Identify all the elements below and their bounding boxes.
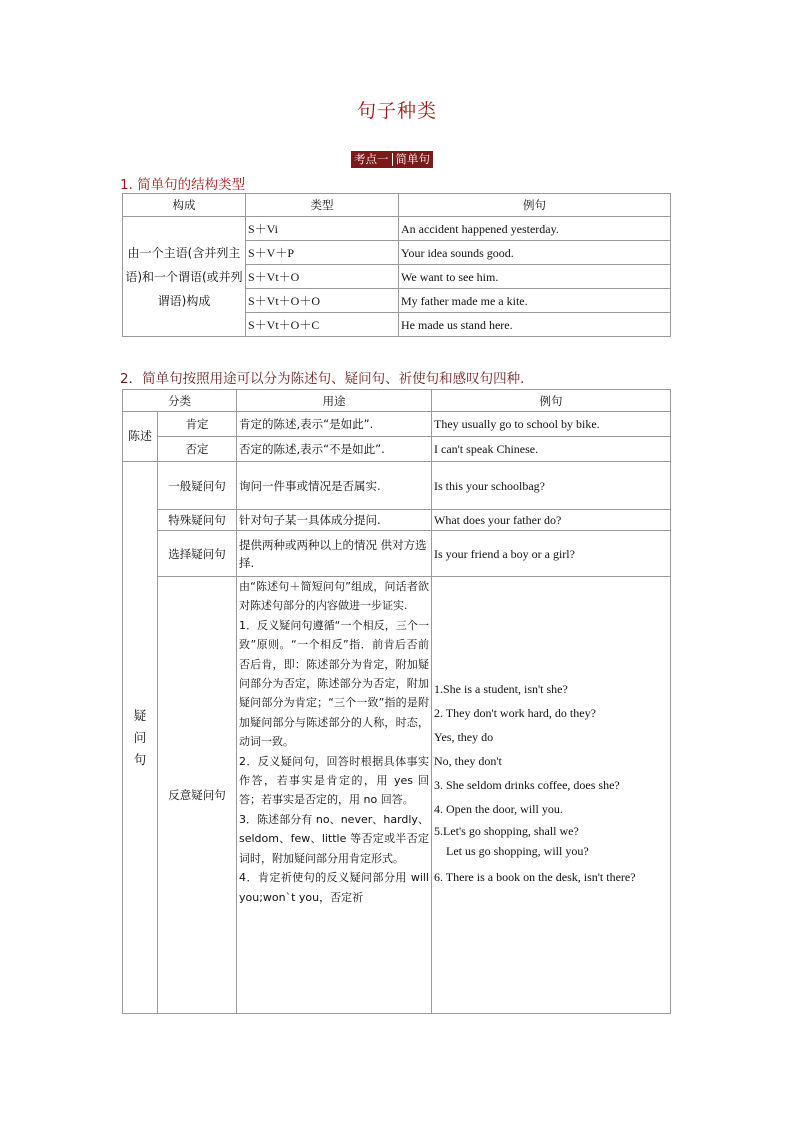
use-paragraph: 由“陈述句＋简短问句”组成，问话者欲对陈述句部分的内容做进一步证实.: [239, 580, 429, 613]
example-cell: Is this your schoolbag?: [432, 462, 671, 510]
type-cell: 否定: [158, 437, 237, 462]
example-cell: He made us stand here.: [399, 313, 671, 337]
example-cell: My father made me a kite.: [399, 289, 671, 313]
example-line: 1.She is a student, isn't she?: [434, 682, 568, 696]
table-row: [123, 437, 671, 462]
table-row: [123, 510, 671, 531]
header-cell: 例句: [399, 194, 671, 217]
example-cell: What does your father do?: [432, 510, 671, 531]
table-row: [123, 217, 671, 241]
use-cell: 肯定的陈述,表示“是如此”.: [237, 412, 432, 437]
example-cell: We want to see him.: [399, 265, 671, 289]
header-cell: 类型: [246, 194, 399, 217]
example-line: 4. Open the door, will you.: [434, 802, 563, 816]
header-cell: 例句: [432, 390, 671, 412]
topic-badge: [351, 151, 433, 168]
use-cell: 提供两种或两种以上的情况 供对方选择.: [237, 531, 432, 577]
type-cell: 选择疑问句: [158, 531, 237, 577]
example-cell: Is your friend a boy or a girl?: [432, 531, 671, 577]
badge-separator: [392, 153, 393, 166]
table-header-row: [123, 194, 671, 217]
type-cell: 反意疑问句: [158, 577, 237, 1014]
type-cell: 肯定: [158, 412, 237, 437]
example-cell: They usually go to school by bike.: [432, 412, 671, 437]
use-paragraph: 2．反义疑问句，回答时根据具体事实作答，若事实是肯定的，用 yes 回答；若事实是否定的，用 no 回答。: [239, 754, 429, 807]
type-cell: S＋Vt＋O＋C: [246, 313, 399, 337]
example-line: Yes, they do: [434, 730, 494, 744]
type-cell: 特殊疑问句: [158, 510, 237, 531]
tag-question-example-cell: [432, 577, 671, 1014]
example-line: 5.Let's go shopping, shall we?: [434, 824, 579, 838]
type-cell: S＋Vi: [246, 217, 399, 241]
use-paragraph: 3．陈述部分有 no、never、hardly、seldom、few、little 等否定或半否定词时，附加疑问部分用肯定形式。: [239, 812, 429, 865]
example-cell: I can't speak Chinese.: [432, 437, 671, 462]
table-row: [123, 462, 671, 510]
header-cell: 构成: [123, 194, 246, 217]
use-paragraph: 4．肯定祈使句的反义疑问部分用 will you;won`t you，否定祈: [239, 871, 429, 904]
example-cell: An accident happened yesterday.: [399, 217, 671, 241]
example-line: 6. There is a book on the desk, isn't there?: [434, 870, 636, 884]
use-paragraph: 1．反义疑问句遵循“一个相反，三个一致”原则。“一个相反”指．前肯后否前否后肯，即：陈述部分为肯定，附加疑问部分为否定，陈述部分为否定，附加疑问部分为肯定；“三个一致”指的是附加疑问部分与陈述部分的人称，时态，动词一致。: [239, 618, 429, 749]
example-line: No, they don't: [434, 754, 502, 768]
declarative-label: 陈述: [123, 412, 158, 462]
tag-question-use-cell: [237, 577, 432, 1014]
header-cell: 分类: [123, 390, 237, 412]
type-cell: 一般疑问句: [158, 462, 237, 510]
example-line: Let us go shopping, will you?: [446, 844, 589, 858]
type-cell: S＋Vt＋O: [246, 265, 399, 289]
composition-cell: 由一个主语(含并列主语)和一个谓语(或并列谓语)构成: [123, 217, 246, 337]
type-cell: S＋V＋P: [246, 241, 399, 265]
interrogative-label: 疑问句: [123, 462, 158, 1014]
section1-heading: 1. 简单句的结构类型: [120, 177, 246, 193]
table-row: [123, 412, 671, 437]
use-cell: 针对句子某一具体成分提问.: [237, 510, 432, 531]
badge-right: 简单句: [395, 152, 430, 166]
usage-table: [122, 389, 671, 1014]
table-row: [123, 577, 671, 1014]
example-cell: Your idea sounds good.: [399, 241, 671, 265]
badge-left: 考点一: [354, 152, 389, 166]
page-title: 句子种类: [356, 100, 437, 122]
example-line: 3. She seldom drinks coffee, does she?: [434, 778, 620, 792]
type-cell: S＋Vt＋O＋O: [246, 289, 399, 313]
example-line: 2. They don't work hard, do they?: [434, 706, 596, 720]
header-cell: 用途: [237, 390, 432, 412]
table-header-row: [123, 390, 671, 412]
structure-table: [122, 193, 671, 337]
section2-heading: 2．简单句按照用途可以分为陈述句、疑问句、祈使句和感叹句四种.: [120, 371, 525, 387]
use-cell: 否定的陈述,表示“不是如此”.: [237, 437, 432, 462]
use-cell: 询问一件事或情况是否属实.: [237, 462, 432, 510]
table-row: [123, 531, 671, 577]
